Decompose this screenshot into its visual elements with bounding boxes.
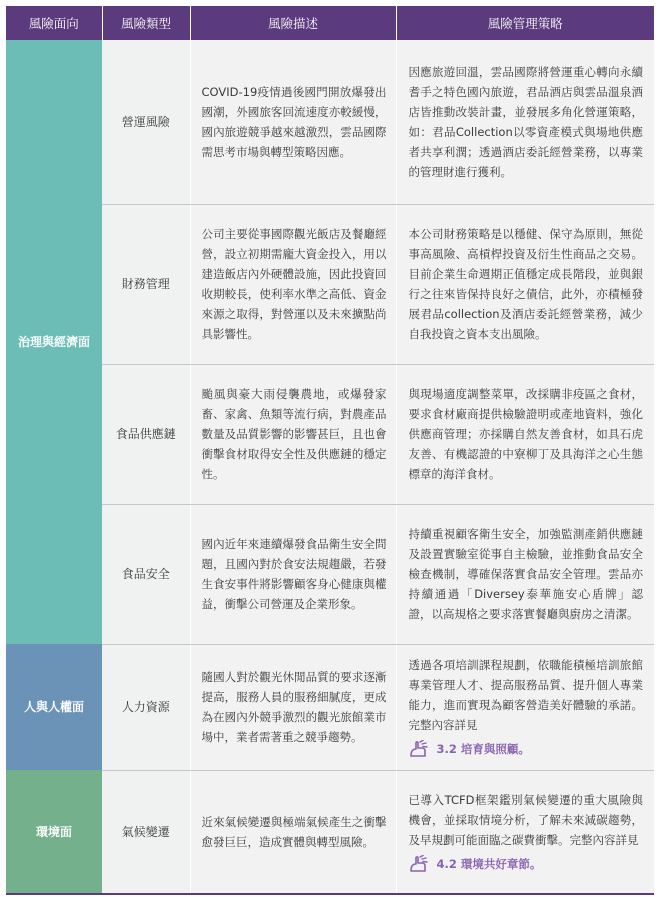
header-type: 風險類型 — [102, 6, 190, 40]
risk-description: 近來氣候變遷與極端氣候產生之衝擊愈發巨巨，造成實體與轉型風險。 — [190, 770, 396, 894]
risk-description: 颱風與豪大雨侵襲農地，或爆發家畜、家禽、魚類等流行病，對農產品數量及品質影響的影響甚巨，且也會衝擊食材取得安全性及供應鏈的穩定性。 — [190, 364, 396, 504]
risk-type: 食品安全 — [102, 504, 190, 644]
strategy-text: 透過各項培訓課程規劃，依職能積極培訓旅館專業管理人才、提高服務品質、提升個人專業能力，進而實現為顧客營造美好體驗的承諾。完整內容詳見 — [408, 658, 643, 732]
risk-strategy: 本公司財務策略是以穩健、保守為原則，無從事高風險、高槓桿投資及衍生性商品之交易。目前企業生命週期正值穩定成長階段，並與銀行之往來皆保持良好之債信，此外，亦積極發展君品collection及酒店委託經營業務，減少自我投資之資本支出風險。 — [396, 204, 654, 364]
table-row — [6, 770, 654, 894]
risk-strategy — [396, 770, 654, 894]
table-row — [6, 204, 654, 364]
header-description: 風險描述 — [190, 6, 396, 40]
risk-description: COVID-19疫情過後國門開放爆發出國潮，外國旅客回流速度亦較緩慢，國內旅遊競爭越來越激烈，雲品國際需思考市場與轉型策略因應。 — [190, 40, 396, 204]
risk-type: 食品供應鏈 — [102, 364, 190, 504]
hand-pointer-icon — [409, 740, 431, 758]
section-link-label[interactable]: 4.2 環境共好章節。 — [436, 856, 542, 871]
risk-type: 營運風險 — [102, 40, 190, 204]
risk-strategy — [396, 644, 654, 770]
header-aspect: 風險面向 — [6, 6, 102, 40]
risk-description: 隨國人對於觀光休閒品質的要求逐漸提高，服務人員的服務細膩度，更成為在國內外競爭激烈的觀光旅館業市場中，業者需著重之競爭趨勢。 — [190, 644, 396, 770]
table-header-row — [6, 6, 654, 40]
section-link[interactable] — [409, 739, 644, 759]
table-row — [6, 40, 654, 204]
table-row — [6, 364, 654, 504]
table-row — [6, 504, 654, 644]
aspect-governance: 治理與經濟面 — [6, 40, 102, 644]
section-link[interactable] — [409, 854, 644, 874]
risk-strategy: 持續重視顧客衛生安全，加強監測產銷供應鏈及設置實驗室從事自主檢驗，並推動食品安全檢查機制，導確保落實食品安全管理。雲品亦持續通過「Diversey泰華施安心盾牌」認證，以高規格之要求落實餐廳與廚房之清潔。 — [396, 504, 654, 644]
hand-pointer-icon — [409, 855, 431, 873]
risk-description: 國內近年來連續爆發食品衛生安全問題，且國內對於食安法規趨嚴，若發生食安事件將影響顧客身心健康與權益，衝擊公司營運及企業形象。 — [190, 504, 396, 644]
section-link-label[interactable]: 3.2 培育與照顧。 — [436, 742, 530, 756]
risk-strategy: 與現場適度調整菜單，改採購非疫區之食材，要求食材廠商提供檢驗證明或產地資料，強化供應商管理；亦採購自然友善食材，如具石虎友善、有機認證的中寮柳丁及具海洋之心生態標章的海洋食材。 — [396, 364, 654, 504]
table-row — [6, 644, 654, 770]
risk-management-table — [6, 6, 654, 895]
strategy-text: 已導入TCFD框架鑑別氣候變遷的重大風險與機會，並採取情境分析，了解未來減碳趨勢，及早規劃可能面臨之碳費衝擊。完整內容詳見 — [408, 792, 643, 847]
risk-strategy: 因應旅遊回溫，雲品國際將營運重心轉向永續耆手之特色國內旅遊，君品酒店與雲品溫泉酒店皆推動改裝計畫，並發展多角化營運策略，如：君品Collection以零資產模式與場地供應者共享利潤；透過酒店委託經營業務，以專業的管理財進行獲利。 — [396, 40, 654, 204]
risk-type: 人力資源 — [102, 644, 190, 770]
risk-type: 氣候變遷 — [102, 770, 190, 894]
risk-description: 公司主要從事國際觀光飯店及餐廳經營，設立初期需龐大資金投入，用以建造飯店內外硬體設施，因此投資回收期較長，使利率水準之高低、資金來源之取得，對營運以及未來擴點尚具影響性。 — [190, 204, 396, 364]
header-strategy: 風險管理策略 — [396, 6, 654, 40]
risk-type: 財務管理 — [102, 204, 190, 364]
aspect-people: 人與人權面 — [6, 644, 102, 770]
aspect-environment: 環境面 — [6, 770, 102, 894]
